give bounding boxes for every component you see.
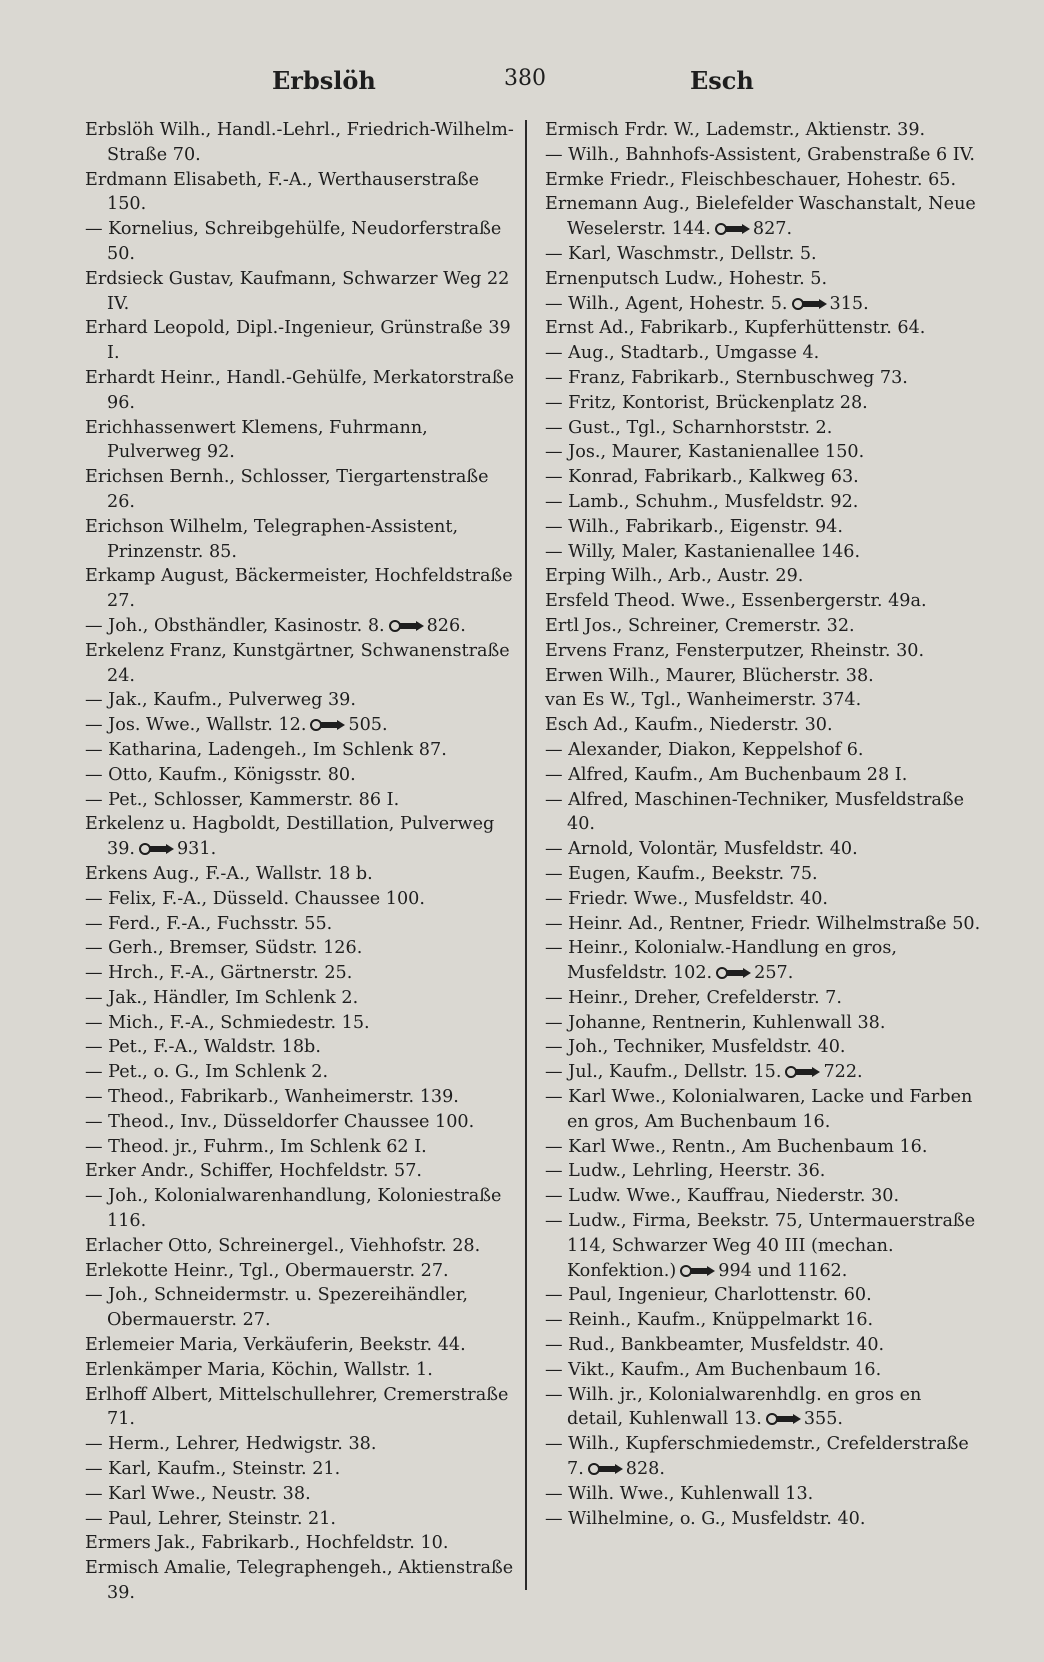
- telephone-icon: [310, 719, 346, 731]
- directory-entry: [85, 1011, 521, 1036]
- entry-text: — Heinr., Kolonialw.-Handlung en gros, Musfeldstr. 102.: [545, 938, 898, 984]
- entry-text: — Reinh., Kaufm., Knüppelmarkt 16.: [545, 1310, 874, 1331]
- directory-entry: [545, 639, 981, 664]
- directory-entry: [85, 936, 521, 961]
- directory-entry: [85, 1358, 521, 1383]
- entry-text: — Willy, Maler, Kastanienallee 146.: [545, 541, 861, 562]
- entry-text: — Otto, Kaufm., Königsstr. 80.: [85, 764, 356, 785]
- entry-text: Ermke Friedr., Fleischbeschauer, Hohestr. 65.: [545, 169, 957, 190]
- entry-text: — Karl Wwe., Rentn., Am Buchenbaum 16.: [545, 1136, 928, 1157]
- entry-text: — Theod., Inv., Düsseldorfer Chaussee 100.: [85, 1111, 475, 1132]
- entry-text: Erlhoff Albert, Mittelschullehrer, Cremerstraße 71.: [85, 1384, 509, 1430]
- directory-entry: [85, 267, 521, 317]
- directory-entry: [545, 1308, 981, 1333]
- entry-text: Esch Ad., Kaufm., Niederstr. 30.: [545, 715, 833, 736]
- entry-text: — Joh., Kolonialwarenhandlung, Koloniestraße 116.: [85, 1186, 502, 1232]
- directory-entry: [545, 515, 981, 540]
- directory-entry: [545, 564, 981, 589]
- entry-text: — Lamb., Schuhm., Musfeldstr. 92.: [545, 491, 859, 512]
- directory-entry: [85, 1035, 521, 1060]
- phone-number: 722.: [823, 1062, 863, 1083]
- entry-text: Erichson Wilhelm, Telegraphen-Assistent, Prinzenstr. 85.: [85, 516, 459, 562]
- directory-entry: [545, 713, 981, 738]
- entry-text: — Mich., F.-A., Schmiedestr. 15.: [85, 1012, 370, 1033]
- directory-entry: [545, 837, 981, 862]
- telephone-icon: [389, 620, 425, 632]
- entry-text: — Friedr. Wwe., Musfeldstr. 40.: [545, 888, 829, 909]
- directory-entry: [545, 1432, 981, 1482]
- directory-entry: [85, 738, 521, 763]
- entry-text: — Paul, Ingenieur, Charlottenstr. 60.: [545, 1285, 872, 1306]
- entry-text: Erhardt Heinr., Handl.-Gehülfe, Merkatorstraße 96.: [85, 367, 515, 413]
- phone-number: 257.: [754, 963, 794, 984]
- entry-text: — Pet., Schlosser, Kammerstr. 86 I.: [85, 789, 400, 810]
- telephone-icon: [766, 1413, 802, 1425]
- telephone-icon: [588, 1463, 624, 1475]
- entry-text: — Herm., Lehrer, Hedwigstr. 38.: [85, 1434, 377, 1455]
- directory-entry: [545, 1060, 981, 1085]
- directory-entry: [545, 1011, 981, 1036]
- entry-text: — Ferd., F.-A., Fuchsstr. 55.: [85, 913, 333, 934]
- entry-text: Erkelenz Franz, Kunstgärtner, Schwanenstraße 24.: [85, 640, 510, 686]
- directory-entry: [545, 440, 981, 465]
- directory-entry: [545, 540, 981, 565]
- left-column: [85, 118, 521, 1606]
- phone-number: 828.: [625, 1459, 665, 1480]
- entry-text: — Wilhelmine, o. G., Musfeldstr. 40.: [545, 1508, 866, 1529]
- telephone-icon: [785, 1066, 821, 1078]
- entry-text: Erlekotte Heinr., Tgl., Obermauerstr. 27.: [85, 1260, 449, 1281]
- directory-entry: [85, 564, 521, 614]
- entry-text: Ermisch Amalie, Telegraphengeh., Aktienstraße 39.: [85, 1558, 514, 1604]
- entry-suffix: und 1162.: [757, 1260, 848, 1281]
- entry-text: — Alexander, Diakon, Keppelshof 6.: [545, 739, 864, 760]
- directory-entry: [545, 341, 981, 366]
- directory-entry: [545, 1333, 981, 1358]
- directory-entry: [85, 887, 521, 912]
- entry-text: — Joh., Techniker, Musfeldstr. 40.: [545, 1037, 846, 1058]
- entry-text: — Rud., Bankbeamter, Musfeldstr. 40.: [545, 1335, 885, 1356]
- entry-text: — Pet., F.-A., Waldstr. 18b.: [85, 1037, 321, 1058]
- header-right-word: Esch: [690, 66, 754, 95]
- entry-text: Ersfeld Theod. Wwe., Essenbergerstr. 49a.: [545, 591, 927, 612]
- entry-text: Erkelenz u. Hagboldt, Destillation, Pulverweg 39.: [85, 814, 495, 860]
- directory-entry: [545, 763, 981, 788]
- directory-entry: [545, 1209, 981, 1283]
- entry-text: — Franz, Fabrikarb., Sternbuschweg 73.: [545, 367, 908, 388]
- directory-entry: [545, 589, 981, 614]
- phone-number: 994: [718, 1260, 752, 1281]
- entry-text: — Jak., Kaufm., Pulverweg 39.: [85, 690, 356, 711]
- directory-entry: [545, 1482, 981, 1507]
- directory-entry: [545, 292, 981, 317]
- directory-entry: [85, 912, 521, 937]
- entry-text: Erichhassenwert Klemens, Fuhrmann, Pulverweg 92.: [85, 417, 428, 463]
- entry-text: — Heinr. Ad., Rentner, Friedr. Wilhelmstraße 50.: [545, 913, 981, 934]
- telephone-icon: [716, 967, 752, 979]
- directory-entry: [545, 788, 981, 838]
- column-divider: [525, 120, 527, 1590]
- directory-entry: [85, 1159, 521, 1184]
- entry-text: — Gerh., Bremser, Südstr. 126.: [85, 938, 363, 959]
- directory-entry: [85, 788, 521, 813]
- directory-entry: [545, 1283, 981, 1308]
- directory-entry: [85, 1556, 521, 1606]
- entry-text: — Heinr., Dreher, Crefelderstr. 7.: [545, 987, 842, 1008]
- entry-text: — Theod., Fabrikarb., Wanheimerstr. 139.: [85, 1087, 459, 1108]
- header-left-word: Erbslöh: [272, 66, 376, 95]
- directory-entry: [85, 118, 521, 168]
- entry-text: — Vikt., Kaufm., Am Buchenbaum 16.: [545, 1359, 882, 1380]
- entry-text: — Wilh., Fabrikarb., Eigenstr. 94.: [545, 516, 843, 537]
- phone-number: 827.: [752, 219, 793, 240]
- directory-entry: [545, 1135, 981, 1160]
- directory-entry: [85, 763, 521, 788]
- directory-entry: [545, 614, 981, 639]
- directory-entry: [545, 1184, 981, 1209]
- entry-text: — Ludw., Firma, Beekstr. 75, Untermauerstraße 114, Schwarzer Weg 40 III (mechan. Konfektion.): [545, 1211, 976, 1281]
- entry-text: Erlacher Otto, Schreinergel., Viehhofstr. 28.: [85, 1235, 481, 1256]
- entry-text: — Wilh., Bahnhofs-Assistent, Grabenstraße 6 IV.: [545, 144, 975, 165]
- entry-text: Ernemann Aug., Bielefelder Waschanstalt, Neue Weselerstr. 144.: [545, 194, 976, 240]
- directory-entry: [545, 1085, 981, 1135]
- entry-text: — Jul., Kaufm., Dellstr. 15.: [545, 1062, 782, 1083]
- entry-text: Erbslöh Wilh., Handl.-Lehrl., Friedrich-Wilhelm-Straße 70.: [85, 120, 514, 165]
- directory-entry: [545, 242, 981, 267]
- directory-entry: [545, 168, 981, 193]
- entry-text: Erkamp August, Bäckermeister, Hochfeldstraße 27.: [85, 566, 513, 612]
- directory-entry: [545, 267, 981, 292]
- directory-entry: [85, 465, 521, 515]
- entry-text: van Es W., Tgl., Wanheimerstr. 374.: [545, 690, 862, 711]
- directory-entry: [85, 1085, 521, 1110]
- directory-entry: [545, 986, 981, 1011]
- directory-entry: [545, 1383, 981, 1433]
- directory-entry: [85, 416, 521, 466]
- phone-number: 931.: [176, 839, 217, 860]
- entry-text: — Johanne, Rentnerin, Kuhlenwall 38.: [545, 1012, 886, 1033]
- directory-entry: [85, 1432, 521, 1457]
- entry-text: — Konrad, Fabrikarb., Kalkweg 63.: [545, 467, 859, 488]
- entry-text: — Karl Wwe., Kolonialwaren, Lacke und Farben en gros, Am Buchenbaum 16.: [545, 1087, 973, 1132]
- entry-text: Erdsieck Gustav, Kaufmann, Schwarzer Weg 22 IV.: [85, 268, 510, 314]
- entry-text: Erker Andr., Schiffer, Hochfeldstr. 57.: [85, 1161, 422, 1182]
- directory-entry: [545, 664, 981, 689]
- telephone-icon: [139, 843, 175, 855]
- directory-entry: [545, 192, 981, 242]
- directory-entry: [545, 143, 981, 168]
- entry-text: — Alfred, Maschinen-Techniker, Musfeldstraße 40.: [545, 789, 965, 835]
- entry-text: Ervens Franz, Fensterputzer, Rheinstr. 30.: [545, 640, 925, 661]
- directory-entry: [545, 316, 981, 341]
- directory-entry: [545, 416, 981, 441]
- entry-text: — Fritz, Kontorist, Brückenplatz 28.: [545, 392, 868, 413]
- entry-text: — Jak., Händler, Im Schlenk 2.: [85, 987, 359, 1008]
- directory-entry: [85, 862, 521, 887]
- directory-entry: [545, 465, 981, 490]
- entry-text: — Katharina, Ladengeh., Im Schlenk 87.: [85, 739, 447, 760]
- entry-text: Ermers Jak., Fabrikarb., Hochfeldstr. 10.: [85, 1533, 449, 1554]
- directory-entry: [85, 1531, 521, 1556]
- right-column: [545, 118, 981, 1531]
- entry-text: — Arnold, Volontär, Musfeldstr. 40.: [545, 839, 858, 860]
- directory-entry: [85, 1283, 521, 1333]
- directory-entry: [85, 1457, 521, 1482]
- directory-entry: [85, 812, 521, 862]
- directory-entry: [85, 515, 521, 565]
- directory-entry: [545, 688, 981, 713]
- page-header: [0, 66, 1044, 106]
- phone-number: 315.: [829, 293, 869, 314]
- directory-entry: [545, 936, 981, 986]
- telephone-icon: [680, 1265, 716, 1277]
- directory-entry: [85, 217, 521, 267]
- directory-entry: [85, 1184, 521, 1234]
- entry-text: — Wilh. Wwe., Kuhlenwall 13.: [545, 1483, 814, 1504]
- entry-text: — Karl, Waschmstr., Dellstr. 5.: [545, 243, 817, 264]
- directory-entry: [545, 738, 981, 763]
- directory-entry: [85, 1234, 521, 1259]
- entry-text: — Aug., Stadtarb., Umgasse 4.: [545, 343, 820, 364]
- entry-text: — Jos. Wwe., Wallstr. 12.: [85, 715, 307, 736]
- directory-entry: [545, 887, 981, 912]
- directory-entry: [545, 366, 981, 391]
- directory-entry: [545, 118, 981, 143]
- directory-entry: [85, 1333, 521, 1358]
- directory-entry: [85, 639, 521, 689]
- entry-text: Erlemeier Maria, Verkäuferin, Beekstr. 44.: [85, 1335, 466, 1356]
- directory-entry: [545, 912, 981, 937]
- entry-text: — Wilh., Agent, Hohestr. 5.: [545, 293, 788, 314]
- entry-text: Ertl Jos., Schreiner, Cremerstr. 32.: [545, 615, 855, 636]
- entry-text: — Joh., Obsthändler, Kasinostr. 8.: [85, 615, 385, 636]
- directory-entry: [85, 1507, 521, 1532]
- entry-text: — Pet., o. G., Im Schlenk 2.: [85, 1062, 329, 1083]
- directory-entry: [85, 316, 521, 366]
- phone-number: 826.: [426, 615, 466, 636]
- entry-text: Erwen Wilh., Maurer, Blücherstr. 38.: [545, 665, 874, 686]
- entry-text: Ermisch Frdr. W., Lademstr., Aktienstr. 39.: [545, 120, 926, 140]
- entry-text: — Jos., Maurer, Kastanienallee 150.: [545, 442, 865, 463]
- entry-text: Erdmann Elisabeth, F.-A., Werthauserstraße 150.: [85, 169, 480, 215]
- directory-entry: [545, 1358, 981, 1383]
- phone-number: 505.: [348, 715, 388, 736]
- directory-entry: [85, 168, 521, 218]
- telephone-icon: [715, 223, 751, 235]
- entry-text: — Gust., Tgl., Scharnhorststr. 2.: [545, 417, 833, 438]
- entry-text: — Wilh. jr., Kolonialwarenhdlg. en gros en detail, Kuhlenwall 13.: [545, 1384, 922, 1430]
- directory-entry: [545, 1035, 981, 1060]
- entry-text: Erkens Aug., F.-A., Wallstr. 18 b.: [85, 863, 373, 884]
- directory-entry: [85, 961, 521, 986]
- directory-entry: [85, 713, 521, 738]
- directory-entry: [85, 688, 521, 713]
- telephone-icon: [792, 298, 828, 310]
- entry-text: — Hrch., F.-A., Gärtnerstr. 25.: [85, 963, 353, 984]
- entry-text: Erhard Leopold, Dipl.-Ingenieur, Grünstraße 39 I.: [85, 318, 511, 364]
- directory-entry: [85, 614, 521, 639]
- directory-entry: [85, 1383, 521, 1433]
- entry-text: — Joh., Schneidermstr. u. Spezereihändler, Obermauerstr. 27.: [85, 1285, 468, 1331]
- directory-entry: [85, 1060, 521, 1085]
- directory-entry: [85, 366, 521, 416]
- phone-number: 355.: [803, 1409, 844, 1430]
- directory-entry: [85, 1135, 521, 1160]
- entry-text: — Ludw., Lehrling, Heerstr. 36.: [545, 1161, 826, 1182]
- page-number: 380: [504, 66, 546, 91]
- entry-text: — Karl, Kaufm., Steinstr. 21.: [85, 1459, 341, 1480]
- directory-entry: [545, 391, 981, 416]
- entry-text: Erlenkämper Maria, Köchin, Wallstr. 1.: [85, 1359, 433, 1380]
- directory-entry: [85, 1482, 521, 1507]
- entry-text: — Paul, Lehrer, Steinstr. 21.: [85, 1508, 337, 1529]
- entry-text: Ernst Ad., Fabrikarb., Kupferhüttenstr. 64.: [545, 318, 926, 339]
- directory-entry: [85, 986, 521, 1011]
- directory-entry: [545, 862, 981, 887]
- entry-text: — Kornelius, Schreibgehülfe, Neudorferstraße 50.: [85, 219, 502, 264]
- entry-text: — Eugen, Kaufm., Beekstr. 75.: [545, 863, 818, 884]
- entry-text: — Wilh., Kupferschmiedemstr., Crefelderstraße 7.: [545, 1434, 969, 1480]
- directory-entry: [545, 1159, 981, 1184]
- entry-text: — Theod. jr., Fuhrm., Im Schlenk 62 I.: [85, 1136, 427, 1157]
- directory-entry: [85, 1110, 521, 1135]
- entry-text: — Ludw. Wwe., Kauffrau, Niederstr. 30.: [545, 1186, 900, 1207]
- directory-entry: [545, 1507, 981, 1532]
- entry-text: — Karl Wwe., Neustr. 38.: [85, 1483, 311, 1504]
- entry-text: Erping Wilh., Arb., Austr. 29.: [545, 566, 804, 587]
- entry-text: — Felix, F.-A., Düsseld. Chaussee 100.: [85, 888, 425, 909]
- entry-text: Ernenputsch Ludw., Hohestr. 5.: [545, 268, 828, 289]
- directory-entry: [545, 490, 981, 515]
- directory-entry: [85, 1259, 521, 1284]
- entry-text: Erichsen Bernh., Schlosser, Tiergartenstraße 26.: [85, 467, 489, 512]
- entry-text: — Alfred, Kaufm., Am Buchenbaum 28 I.: [545, 764, 908, 785]
